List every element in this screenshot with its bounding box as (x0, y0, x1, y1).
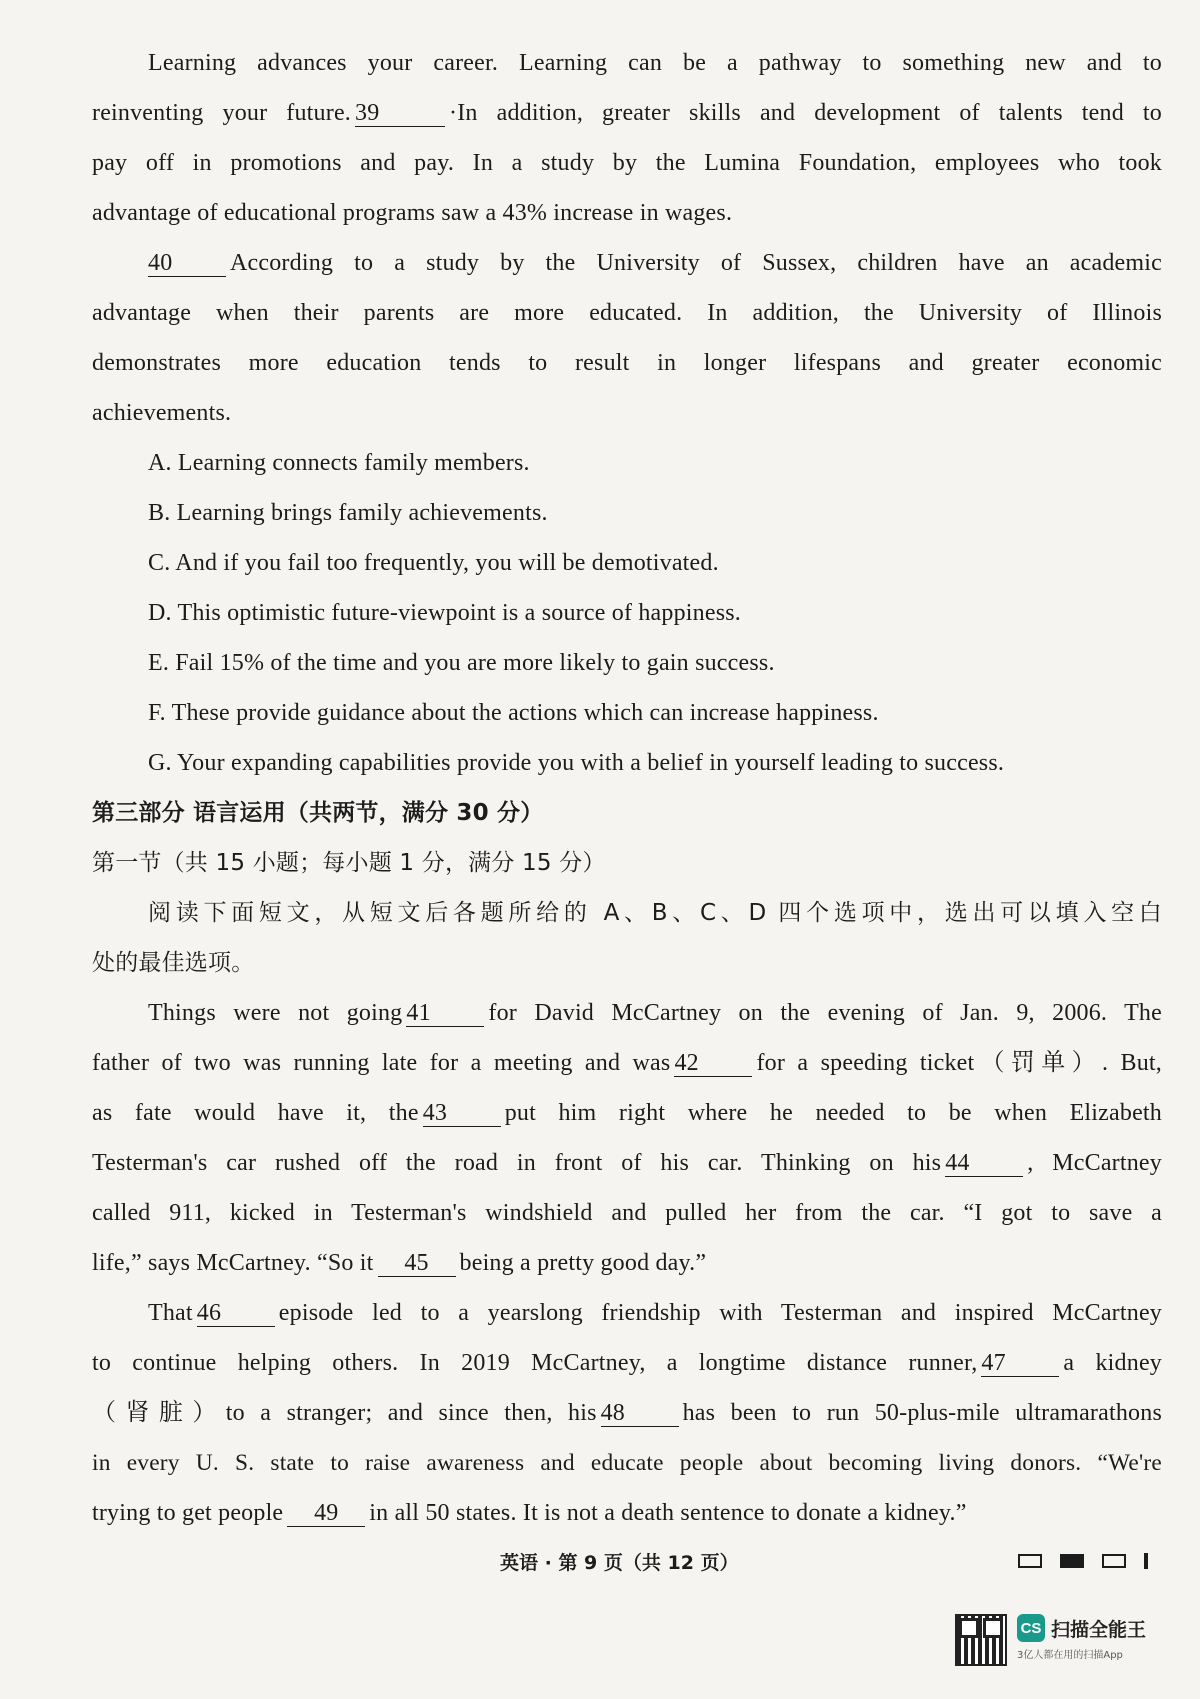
text-run: for David McCartney on the evening of Jan. 9, 2006. The (488, 1000, 1162, 1026)
text-run: demonstrates more education tends to result in longer lifespans and greater economic (92, 350, 1162, 376)
blank-39: 39 (355, 100, 445, 127)
passage1-line-3 (92, 138, 1162, 188)
section-subtitle: 第一节（共 15 小题；每小题 1 分，满分 15 分） (92, 850, 606, 876)
blank-49: 49 (287, 1500, 365, 1527)
qr-code-icon (955, 1614, 1007, 1666)
option-d: D. This optimistic future-viewpoint is a source of happiness. (148, 600, 741, 626)
filled-box-icon (1060, 1554, 1084, 1568)
text-run: Testerman's car rushed off the road in front of his car. Thinking on his (92, 1150, 942, 1176)
passage2-line-3 (92, 1088, 1162, 1138)
text-run: trying to get people (92, 1500, 284, 1526)
scanner-app-name: 扫描全能王 (1051, 1618, 1147, 1641)
text-run: 阅读下面短文，从短文后各题所给的 A、B、C、D 四个选项中，选出可以填入空白 (148, 900, 1162, 926)
scanner-watermark (955, 1614, 1146, 1666)
passage1-line-7 (92, 338, 1162, 388)
text-run: in every U. S. state to raise awareness and educate people about becoming living donors. “We're (92, 1450, 1162, 1476)
text-run: put him right where he needed to be when Elizabeth (504, 1100, 1162, 1126)
text-run: In addition, greater skills and development of talents tend to (457, 100, 1162, 126)
text-run: Things were not going (148, 1000, 403, 1026)
passage2-line-6 (92, 1238, 1162, 1288)
blank-41: 41 (406, 1000, 484, 1027)
text-run: advantage of educational programs saw a 43% increase in wages. (92, 200, 733, 226)
passage2-line-2 (92, 1038, 1162, 1088)
empty-box-icon (1018, 1554, 1042, 1568)
option-c: C. And if you fail too frequently, you will be demotivated. (148, 550, 719, 576)
passage1-line-2: reinventing your future. 39 ·In addition, greater skills and development of talents tend to (92, 100, 1162, 126)
passage2-line-4 (92, 1138, 1162, 1188)
text-run: pay off in promotions and pay. In a study by the Lumina Foundation, employees who took (92, 150, 1162, 176)
passage2-line-1 (92, 988, 1162, 1038)
text-run: has been to run 50-plus-mile ultramarathons (682, 1400, 1162, 1426)
text-run: father of two was running late for a meeting and was (92, 1050, 671, 1076)
blank-44: 44 (945, 1150, 1023, 1177)
page-number: 英语 · 第 9 页（共 12 页） (500, 1552, 739, 1574)
cs-badge-icon: CS (1017, 1614, 1045, 1642)
passage1-line-5 (92, 238, 1162, 288)
scanner-logo-row (1017, 1614, 1146, 1642)
blank-48: 48 (601, 1400, 679, 1427)
text-run: advantage when their parents are more educated. In addition, the University of Illinois (92, 300, 1162, 326)
text-run: Learning advances your career. Learning can be a pathway to something new and to (148, 50, 1162, 76)
empty-box-icon (1102, 1554, 1126, 1568)
text-run: episode led to a yearslong friendship with Testerman and inspired McCartney (278, 1300, 1162, 1326)
text-run: According to a study by the University of Sussex, children have an academic (230, 250, 1162, 276)
option-b: B. Learning brings family achievements. (148, 500, 548, 526)
text-run: a kidney (1063, 1350, 1162, 1376)
passage1-line-8 (92, 388, 1162, 438)
passage1-line-4 (92, 188, 1162, 238)
passage1-line-1 (92, 38, 1162, 88)
option-f: F. These provide guidance about the actions which can increase happiness. (148, 700, 879, 726)
text-run: in all 50 states. It is not a death sentence to donate a kidney.” (369, 1500, 967, 1526)
blank-47: 47 (981, 1350, 1059, 1377)
page-content (92, 38, 1162, 1538)
text-run: , McCartney (1027, 1150, 1162, 1176)
passage2-line-11 (92, 1488, 1162, 1538)
text-run: as fate would have it, the (92, 1100, 419, 1126)
passage2-line-7 (92, 1288, 1162, 1338)
scanner-tagline: 3亿人都在用的扫描App (1017, 1650, 1123, 1661)
text-run: That (148, 1300, 193, 1326)
blank-46: 46 (197, 1300, 275, 1327)
option-g: G. Your expanding capabilities provide you with a belief in yourself leading to success. (148, 750, 1005, 776)
passage2-line-9 (92, 1388, 1162, 1438)
blank-45: 45 (378, 1250, 456, 1277)
blank-42: 42 (674, 1050, 752, 1077)
instructions-line-1 (92, 888, 1162, 938)
option-a: A. Learning connects family members. (148, 450, 530, 476)
answer-sheet-marks (1018, 1553, 1148, 1569)
option-e: E. Fail 15% of the time and you are more likely to gain success. (148, 650, 775, 676)
text-run: （肾脏）to a stranger; and since then, his (92, 1400, 597, 1426)
text-run: life,” says McCartney. “So it (92, 1250, 374, 1276)
blank-43: 43 (423, 1100, 501, 1127)
scanner-logo (1017, 1614, 1146, 1661)
text-run: achievements. (92, 400, 232, 426)
text-run: to continue helping others. In 2019 McCartney, a longtime distance runner, (92, 1350, 978, 1376)
passage2-line-8 (92, 1338, 1162, 1388)
passage2-line-5 (92, 1188, 1162, 1238)
bar-mark-icon (1144, 1553, 1148, 1569)
passage1-line-6 (92, 288, 1162, 338)
text-run: called 911, kicked in Testerman's windshield and pulled her from the car. “I got to save a (92, 1200, 1162, 1226)
blank-40: 40 (148, 250, 226, 277)
text-run: being a pretty good day.” (459, 1250, 707, 1276)
passage2-line-10 (92, 1438, 1162, 1488)
instructions-line-2: 处的最佳选项。 (92, 950, 255, 976)
text-run: reinventing your future. (92, 100, 351, 126)
part-title: 第三部分 语言运用（共两节，满分 30 分） (92, 800, 544, 826)
text-run: for a speeding ticket（罚单）. But, (756, 1050, 1162, 1076)
